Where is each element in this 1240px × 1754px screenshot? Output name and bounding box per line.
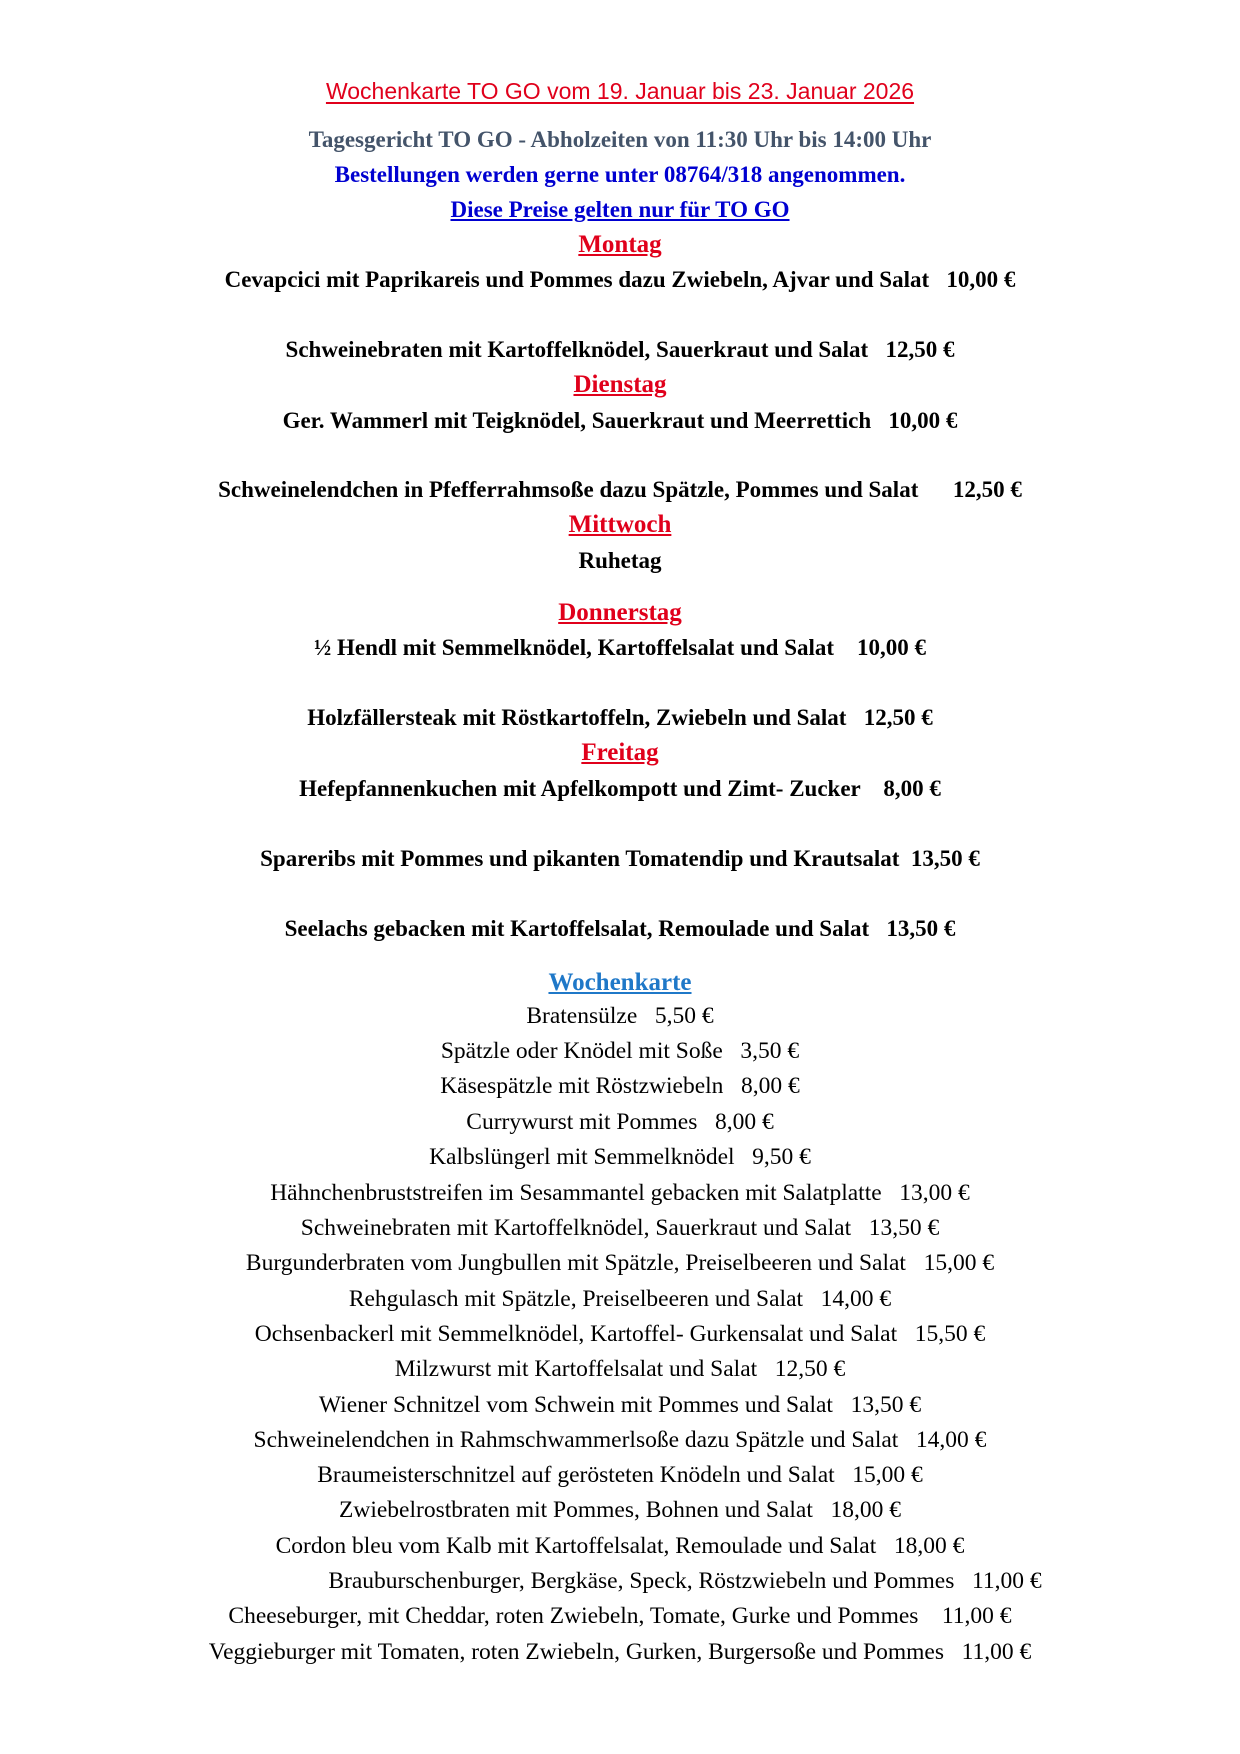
dish-item: ½ Hendl mit Semmelknödel, Kartoffelsalat und Salat 10,00 €	[313, 635, 927, 660]
dish-item-rest-day: Ruhetag	[578, 548, 662, 573]
dish-item: Seelachs gebacken mit Kartoffelsalat, Remoulade und Salat 13,50 €	[284, 916, 956, 941]
dish-item: Schweinelendchen in Pfefferrahmsoße dazu Spätzle, Pommes und Salat 12,50 €	[218, 477, 1022, 502]
day-heading-mittwoch: Mittwoch	[568, 511, 672, 538]
day-heading-montag: Montag	[578, 231, 662, 258]
menu-title: Wochenkarte TO GO vom 19. Januar bis 23. Januar 2026	[325, 78, 915, 104]
dish-item: Spareribs mit Pommes und pikanten Tomatendip und Krautsalat 13,50 €	[260, 846, 980, 871]
weekly-item: Ochsenbackerl mit Semmelknödel, Kartoffel- Gurkensalat und Salat 15,50 €	[254, 1321, 986, 1347]
day-heading-freitag: Freitag	[581, 739, 659, 766]
weekly-item: Kalbslüngerl mit Semmelknödel 9,50 €	[429, 1144, 811, 1170]
weekly-item: Veggieburger mit Tomaten, roten Zwiebeln, Gurken, Burgersoße und Pommes 11,00 €	[208, 1639, 1032, 1665]
weekly-item: Braumeisterschnitzel auf gerösteten Knödeln und Salat 15,00 €	[317, 1462, 923, 1488]
weekly-item: Currywurst mit Pommes 8,00 €	[466, 1109, 774, 1135]
weekly-item: Cordon bleu vom Kalb mit Kartoffelsalat, Remoulade und Salat 18,00 €	[275, 1533, 965, 1559]
order-phone-note: Bestellungen werden gerne unter 08764/318 angenommen.	[334, 162, 906, 187]
weekly-item: Rehgulasch mit Spätzle, Preiselbeeren und Salat 14,00 €	[348, 1286, 892, 1312]
weekly-item: Brauburschenburger, Bergkäse, Speck, Röstzwiebeln und Pommes 11,00 €	[328, 1568, 1042, 1594]
weekly-item: Milzwurst mit Kartoffelsalat und Salat 12,50 €	[394, 1356, 846, 1382]
pickup-hours: Tagesgericht TO GO - Abholzeiten von 11:30 Uhr bis 14:00 Uhr	[308, 127, 932, 152]
price-note: Diese Preise gelten nur für TO GO	[450, 197, 790, 222]
weekly-item: Bratensülze 5,50 €	[526, 1003, 714, 1029]
dish-item: Cevapcici mit Paprikareis und Pommes dazu Zwiebeln, Ajvar und Salat 10,00 €	[224, 267, 1016, 292]
weekly-item: Zwiebelrostbraten mit Pommes, Bohnen und Salat 18,00 €	[339, 1497, 901, 1523]
day-heading-donnerstag: Donnerstag	[558, 599, 682, 626]
dish-item: Hefepfannenkuchen mit Apfelkompott und Zimt- Zucker 8,00 €	[299, 776, 941, 801]
weekly-item: Cheeseburger, mit Cheddar, roten Zwiebeln, Tomate, Gurke und Pommes 11,00 €	[228, 1603, 1012, 1629]
weekly-item: Burgunderbraten vom Jungbullen mit Spätzle, Preiselbeeren und Salat 15,00 €	[245, 1250, 995, 1276]
weekly-item: Hähnchenbruststreifen im Sesammantel gebacken mit Salatplatte 13,00 €	[270, 1180, 970, 1206]
weekly-menu-heading: Wochenkarte	[548, 969, 692, 996]
dish-item: Holzfällersteak mit Röstkartoffeln, Zwiebeln und Salat 12,50 €	[307, 705, 933, 730]
weekly-item: Schweinelendchen in Rahmschwammerlsoße dazu Spätzle und Salat 14,00 €	[253, 1427, 987, 1453]
weekly-item: Wiener Schnitzel vom Schwein mit Pommes und Salat 13,50 €	[318, 1392, 922, 1418]
weekly-item: Käsespätzle mit Röstzwiebeln 8,00 €	[440, 1073, 800, 1099]
weekly-item: Schweinebraten mit Kartoffelknödel, Sauerkraut und Salat 13,50 €	[300, 1215, 940, 1241]
dish-item: Ger. Wammerl mit Teigknödel, Sauerkraut und Meerrettich 10,00 €	[282, 408, 958, 433]
dish-item: Schweinebraten mit Kartoffelknödel, Sauerkraut und Salat 12,50 €	[285, 337, 955, 362]
day-heading-dienstag: Dienstag	[573, 371, 667, 398]
weekly-item: Spätzle oder Knödel mit Soße 3,50 €	[440, 1038, 800, 1064]
